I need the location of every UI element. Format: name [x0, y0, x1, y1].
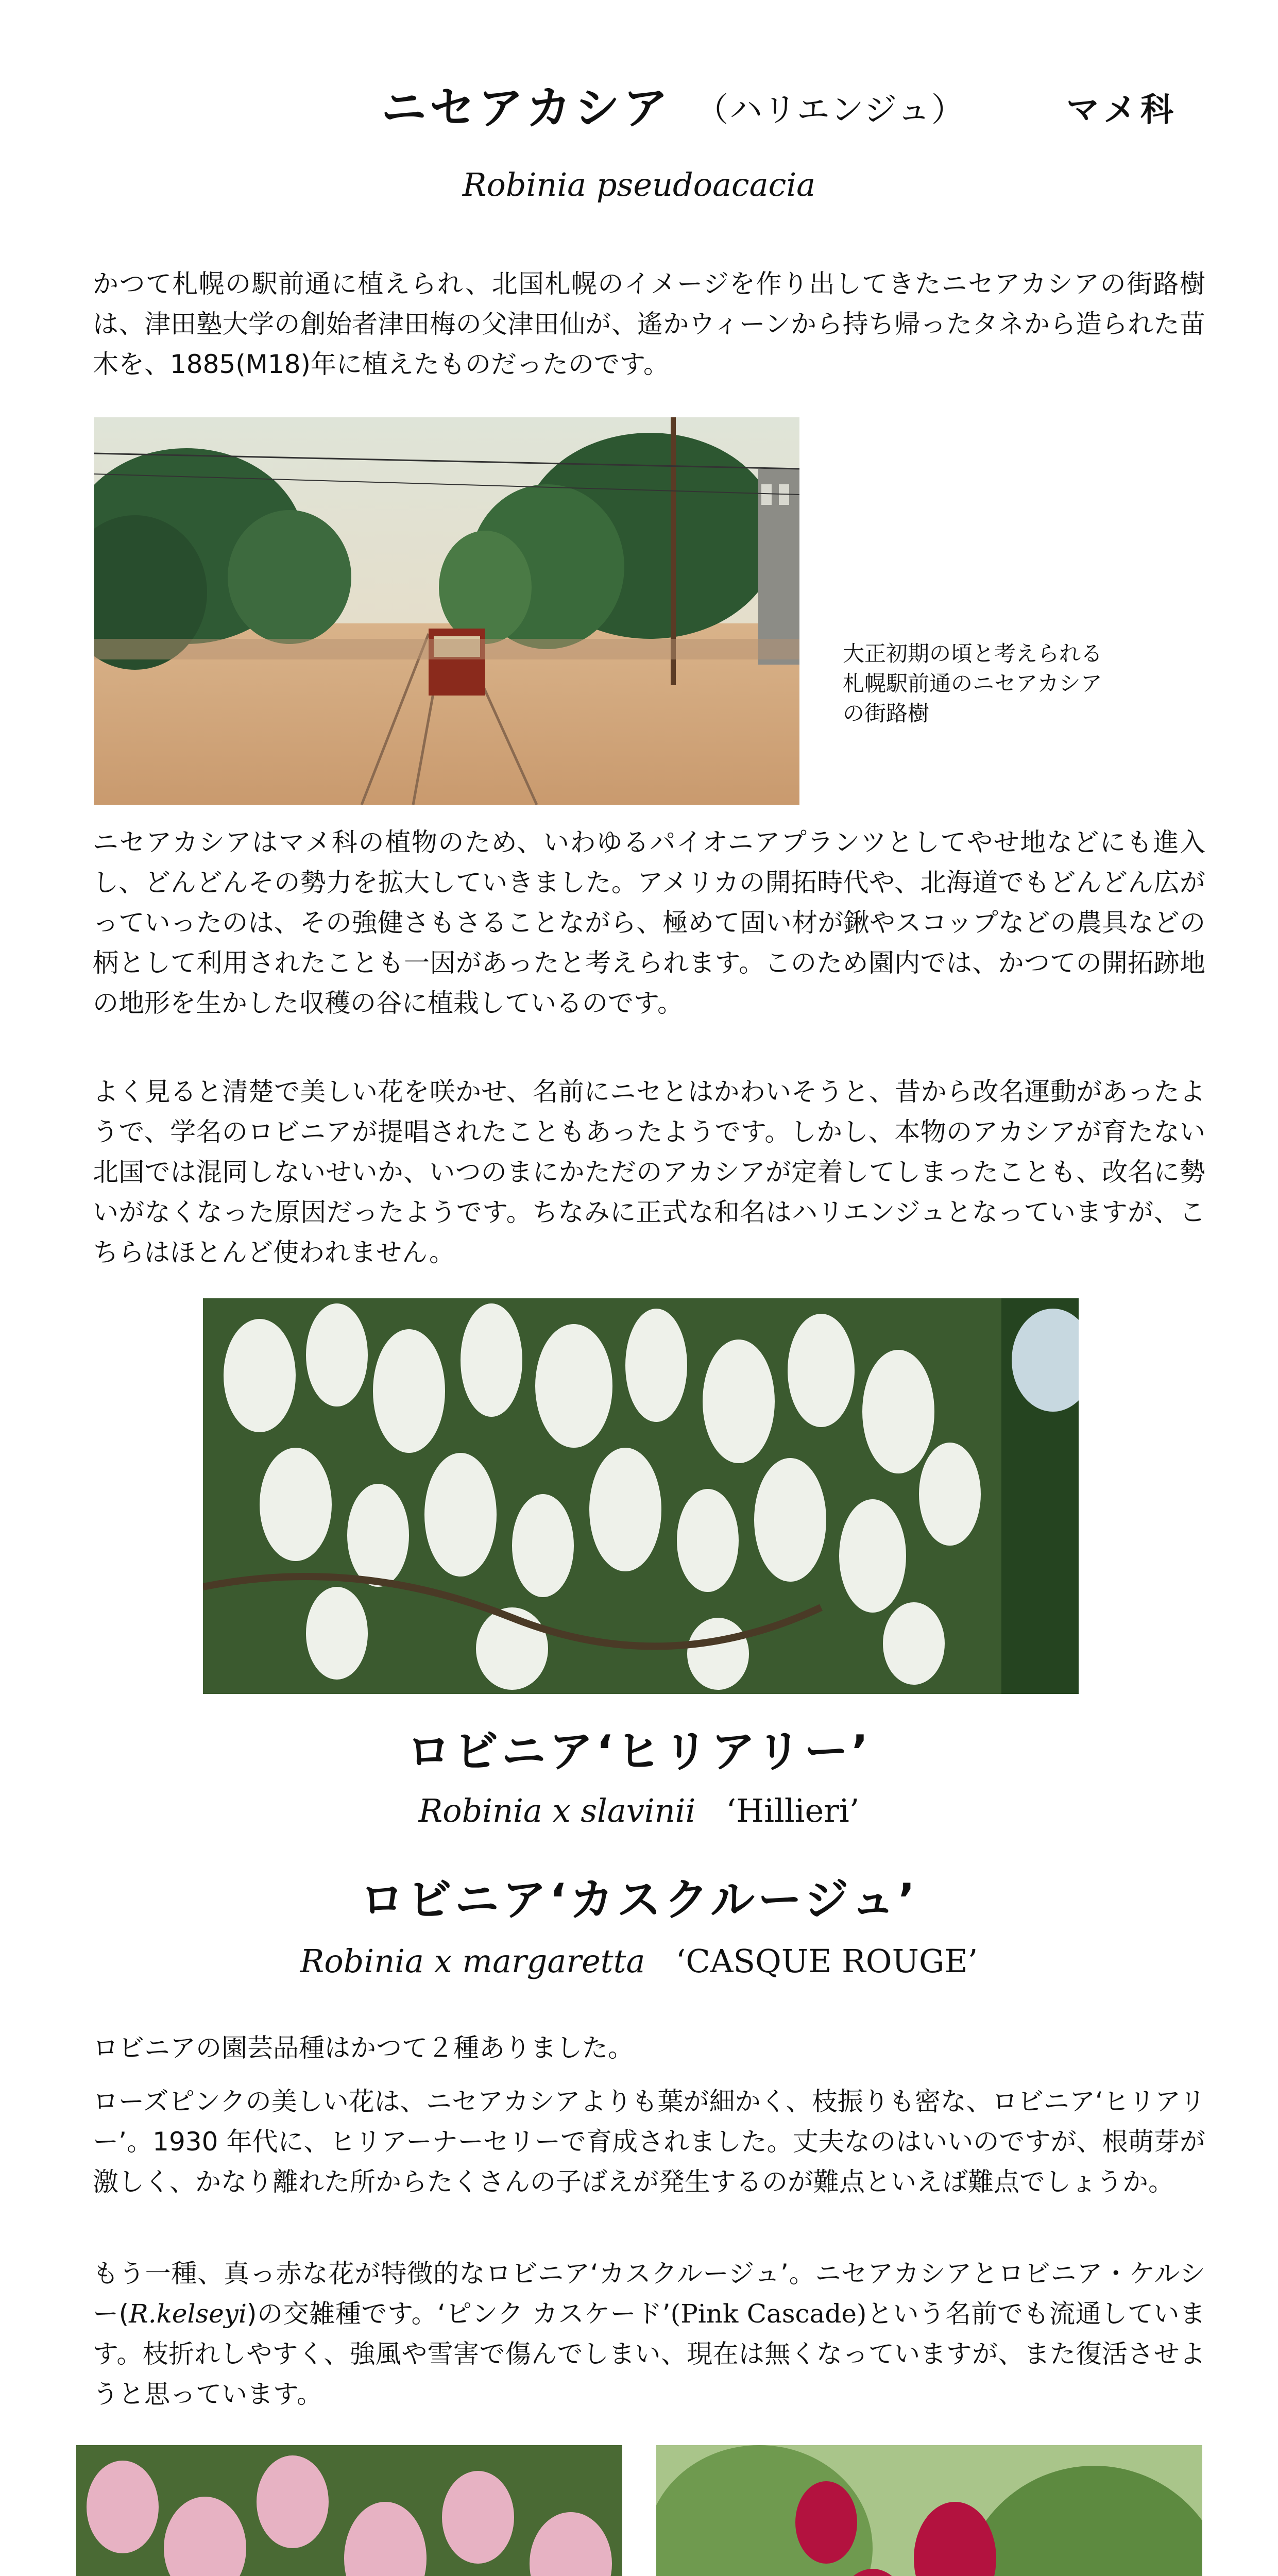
casque-rouge-red-photo	[656, 2445, 1202, 2576]
historic-photo-caption: 大正初期の頃と考えられる 札幌駅前通のニセアカシア の街路樹	[843, 641, 1103, 726]
body-paragraph-5: もう一種、真っ赤な花が特徴的なロビニア‘カスクルージュ’。ニセアカシアとロビニア・ケルシー(R.kelseyi)の交雑種です。‘ピンク カスケード’(Pink Cascade)という名前でも流通しています。枝折れしやすく、強風や雪害で傷んでしまい、現在は無くなっていますが、また復活させようと思っています。	[93, 2259, 1206, 2409]
body-paragraph-2: よく見ると清楚で美しい花を咲かせ、名前にニセとはかわいそうと、昔から改名運動があったようで、学名のロビニアが提唱されたこともあったようです。しかし、本物のアカシアが育たない北国では混同しないせいか、いつのまにかただのアカシアが定着してしまったことも、改名に勢いがなくなった原因だったようです。ちなみに正式な和名はハリエンジュとなっていますが、こちらはほとんど使われません。	[93, 1077, 1205, 1267]
section-title-casque-rouge: ロビニア‘カスクルージュ’	[360, 1874, 918, 1926]
page-header	[0, 72, 1278, 144]
page-title-alt: （ハリエンジュ）	[695, 91, 965, 129]
page-title: ニセアカシア	[381, 81, 672, 134]
hillieri-pink-photo	[76, 2445, 622, 2576]
robinia-flowers-photo	[203, 1298, 1079, 1694]
family-label: マメ科	[1066, 91, 1178, 129]
historic-street-photo	[94, 417, 799, 805]
scientific-name-casque-rouge: Robinia x margaretta ‘CASQUE ROUGE’	[300, 1942, 978, 1980]
scientific-name: Robinia pseudoacacia	[462, 166, 816, 204]
scientific-name-hillieri: Robinia x slavinii ‘Hillieri’	[418, 1792, 860, 1829]
body-paragraph-1: ニセアカシアはマメ科の植物のため、いわゆるパイオニアプランツとしてやせ地などにも進入し、どんどんその勢力を拡大していきました。アメリカの開拓時代や、北海道でもどんどん広がっていったのは、その強健さもさることながら、極めて固い材が鍬やスコップなどの農具などの柄として利用されたことも一因があったと考えられます。このため園内では、かつての開拓跡地の地形を生かした収穫の谷に植栽しているのです。	[93, 827, 1205, 1018]
body-paragraph-4: ローズピンクの美しい花は、ニセアカシアよりも葉が細かく、枝振りも密な、ロビニア‘ヒリアリー’。1930 年代に、ヒリアーナーセリーで育成されました。丈夫なのはいいのですが、根萌芽が激しく、かなり離れた所からたくさんの子ばえが発生するのが難点といえば難点でしょうか。	[93, 2087, 1205, 2197]
section-title-hillieri: ロビニア‘ヒリアリー’	[406, 1726, 872, 1777]
intro-paragraph: かつて札幌の駅前通に植えられ、北国札幌のイメージを作り出してきたニセアカシアの街路樹は、津田塾大学の創始者津田梅の父津田仙が、遙かウィーンから持ち帰ったタネから造られた苗木を、1885(M18)年に植えたものだったのです。	[93, 269, 1205, 379]
body-paragraph-3: ロビニアの園芸品種はかつて２種ありました。	[93, 2033, 634, 2063]
